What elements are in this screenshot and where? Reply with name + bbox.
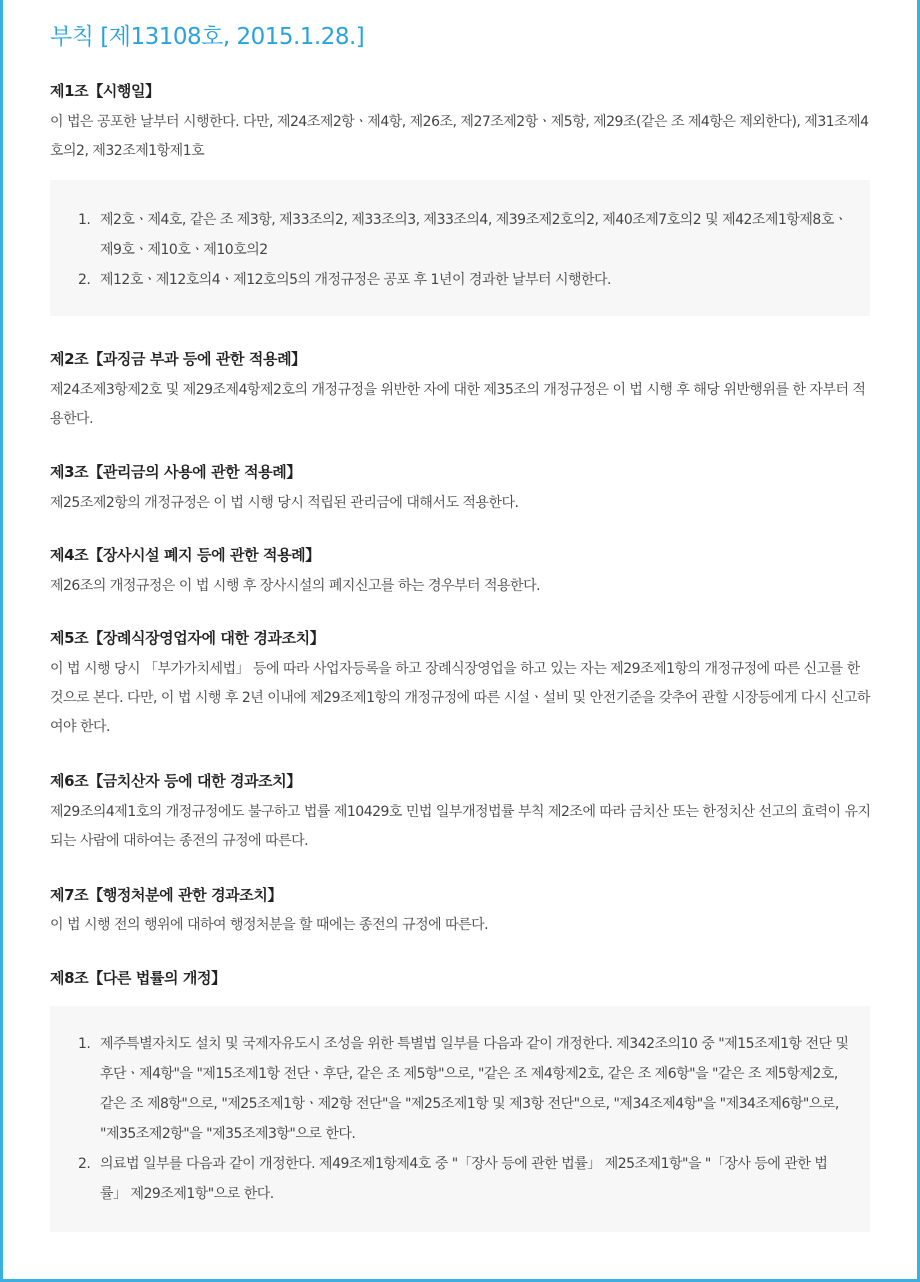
- article-7-body: 이 법 시행 전의 행위에 대하여 행정처분을 할 때에는 종전의 규정에 따른다.: [50, 917, 489, 933]
- article-1-body: 이 법은 공포한 날부터 시행한다. 다만, 제24조제2항ㆍ제4항, 제26조, 제27조제2항ㆍ제5항, 제29조(같은 조 제4항은 제외한다), 제31조제4호의2, 제32조제1항제1호: [50, 114, 869, 159]
- article-6-title: 제6조【금치산자 등에 대한 경과조치】: [50, 772, 301, 790]
- article-4-body: 제26조의 개정규정은 이 법 시행 후 장사시설의 폐지신고를 하는 경우부터 적용한다.: [50, 578, 541, 594]
- article-1-items-box: [50, 180, 870, 316]
- list-item: 2. 제12호ㆍ제12호의4ㆍ제12호의5의 개정규정은 공포 후 1년이 경과한 날부터 시행한다.: [78, 272, 612, 288]
- article-8-items-box: [50, 1006, 870, 1232]
- article-5-title: 제5조【장례식장영업자에 대한 경과조치】: [50, 629, 325, 647]
- article-3-title: 제3조【관리금의 사용에 관한 적용례】: [50, 463, 301, 481]
- article-5-body: 이 법 시행 당시 「부가가치세법」 등에 따라 사업자등록을 하고 장례식장영업을 하고 있는 자는 제29조제1항의 개정규정에 따른 신고를 한 것으로 본다. 다만, 이 법 시행 후 2년 이내에 제29조제1항의 개정규정에 따른 시설ㆍ설비 및 안전기준을 갖추어 관할 시장등에게 다시 신고하여야 한다.: [50, 661, 870, 735]
- article-8-item-list: [50, 1006, 870, 1209]
- article-4-title: 제4조【장사시설 폐지 등에 관한 적용례】: [50, 546, 320, 564]
- article-8-title: 제8조【다른 법률의 개정】: [50, 969, 226, 987]
- article-2-body: 제24조제3항제2호 및 제29조제4항제2호의 개정규정을 위반한 자에 대한 제35조의 개정규정은 이 법 시행 후 해당 위반행위를 한 자부터 적용한다.: [50, 382, 866, 427]
- article-6-body: 제29조의4제1호의 개정규정에도 불구하고 법률 제10429호 민법 일부개정법률 부칙 제2조에 따라 금치산 또는 한정치산 선고의 효력이 유지되는 사람에 대하여는 종전의 규정에 따른다.: [50, 804, 871, 849]
- list-item: 1. 제2호ㆍ제4호, 같은 조 제3항, 제33조의2, 제33조의3, 제33조의4, 제39조제2호의2, 제40조제7호의2 및 제42조제1항제8호ㆍ제9호ㆍ제10호ㆍ제10호의2: [78, 212, 847, 258]
- list-item: 1. 제주특별자치도 설치 및 국제자유도시 조성을 위한 특별법 일부를 다음과 같이 개정한다. 제342조의10 중 "제15조제1항 전단 및 후단ㆍ제4항"을 "제15조제1항 전단ㆍ후단, 같은 조 제5항"으로, "같은 조 제4항제2호, 같은 조 제6항"을 "같은 조 제5항제2호, 같은 조 제8항"으로, "제25조제1항ㆍ제2항 전단"을 "제25조제1항 및 제3항 전단"으로, "제34조제4항"을 "제34조제6항"으로, "제35조제2항"을 "제35조제3항"으로 한다.: [78, 1036, 849, 1142]
- article-1-title: 제1조【시행일】: [50, 82, 160, 100]
- article-2-title: 제2조【과징금 부과 등에 관한 적용례】: [50, 350, 306, 368]
- article-3-body: 제25조제2항의 개정규정은 이 법 시행 당시 적립된 관리금에 대해서도 적용한다.: [50, 495, 519, 511]
- article-7-title: 제7조【행정처분에 관한 경과조치】: [50, 886, 283, 904]
- page-title: 부칙 [제13108호, 2015.1.28.]: [50, 24, 365, 50]
- article-1-item-list: [50, 180, 870, 295]
- list-item: 2. 의료법 일부를 다음과 같이 개정한다. 제49조제1항제4호 중 "「장사 등에 관한 법률」 제25조제1항"을 "「장사 등에 관한 법률」 제29조제1항"으로 한다.: [78, 1156, 828, 1202]
